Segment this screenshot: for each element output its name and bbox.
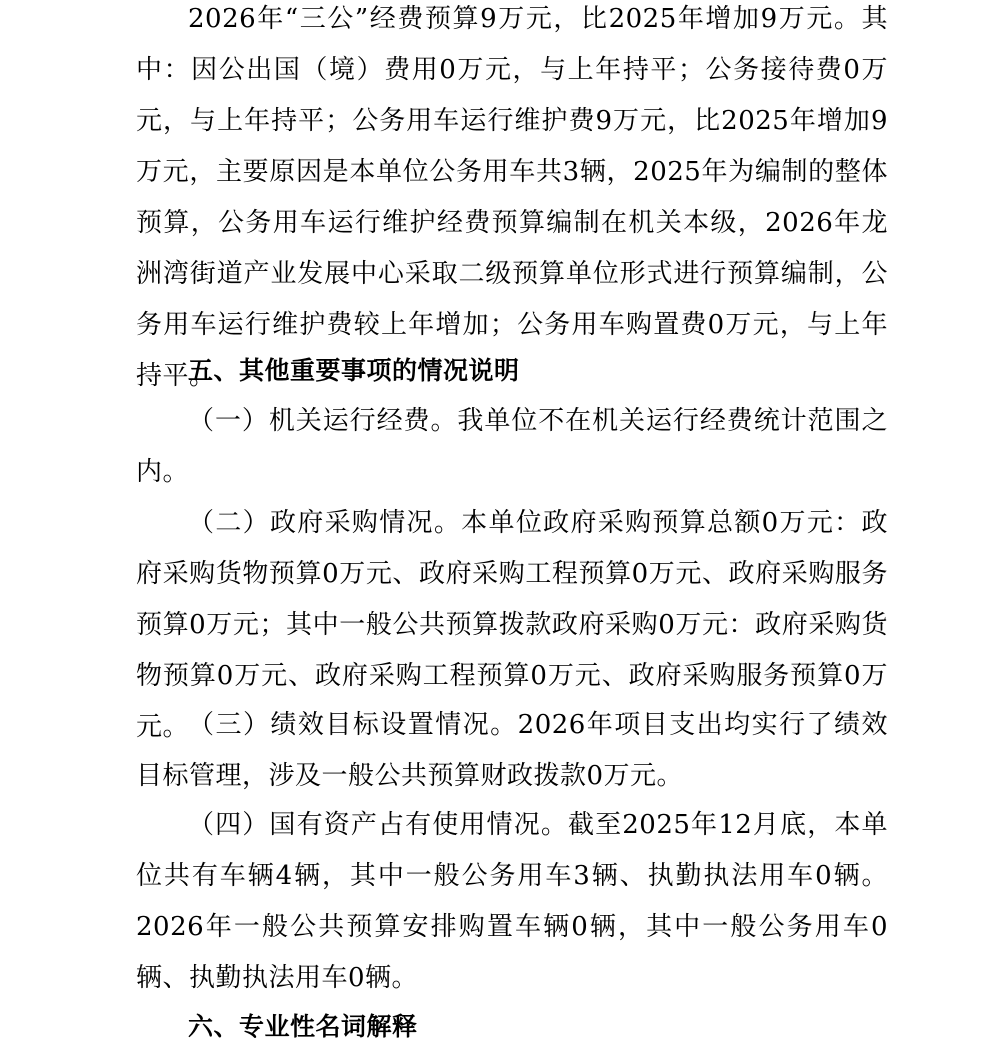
paragraph-operating-expenses: （一）机关运行经费。我单位不在机关运行经费统计范围之内。 [136,406,888,487]
paragraph-state-assets: （四）国有资产占有使用情况。截至2025年12月底，本单位共有车辆4辆，其中一般公务用车3辆、执勤执法用车0辆。2026年一般公共预算安排购置车辆0辆，其中一般公务用车0辆、执勤执法用车0辆。 [136,810,888,993]
paragraph-sangong-budget: 2026年“三公”经费预算9万元，比2025年增加9万元。其中：因公出国（境）费用0万元，与上年持平；公务接待费0万元，与上年持平；公务用车运行维护费9万元，比2025年增加9万元，主要原因是本单位公务用车共3辆，2025年为编制的整体预算，公务用车运行维护经费预算编制在机关本级，2026年龙洲湾街道产业发展中心采取二级预算单位形式进行预算编制，公务用车运行维护费较上年增加；公务用车购置费0万元，与上年持平。 [136,4,888,391]
section-heading-glossary: 六、专业性名词解释 [188,1012,418,1041]
paragraph-performance-targets: （三）绩效目标设置情况。2026年项目支出均实行了绩效目标管理，涉及一般公共预算财政拨款0万元。 [136,710,888,791]
section-heading-other-matters: 五、其他重要事项的情况说明 [188,356,520,385]
paragraph-government-procurement: （二）政府采购情况。本单位政府采购预算总额0万元：政府采购货物预算0万元、政府采购工程预算0万元、政府采购服务预算0万元；其中一般公共预算拨款政府采购0万元：政府采购货物预算0万元、政府采购工程预算0万元、政府采购服务预算0万元。 [136,508,888,742]
